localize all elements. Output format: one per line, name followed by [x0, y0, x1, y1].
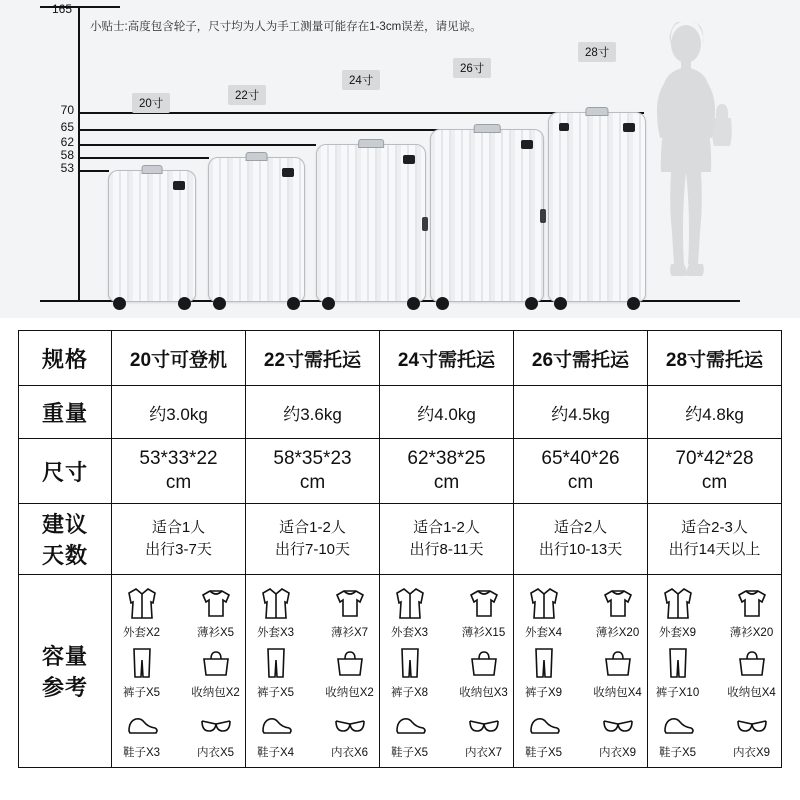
cap-label: 外套X3: [390, 626, 429, 639]
wheel-icon: [436, 297, 449, 310]
suitcase-latch-icon: [623, 123, 635, 132]
underwear-icon: [196, 703, 236, 743]
capacity-26: [514, 575, 648, 768]
days-28-line2: 出行14天以上: [668, 541, 761, 558]
cap-label: 鞋子X5: [390, 746, 429, 759]
size-badge-24: 24寸: [342, 70, 380, 90]
cap-label: 收纳包X4: [593, 686, 642, 699]
measurement-note: 小贴士:高度包含轮子，尺寸均为人为手工测量可能存在1-3cm误差，请见谅。: [90, 21, 482, 33]
suitcase-handle-icon: [474, 124, 501, 133]
tick-line-62: [78, 144, 316, 146]
cap-item: [320, 643, 380, 700]
cap-item: [514, 703, 574, 760]
cap-item: [380, 583, 440, 640]
cap-item: [454, 583, 514, 640]
days-22-line1: 适合1-2人: [279, 518, 346, 536]
cap-label: 内衣X9: [732, 746, 771, 759]
cap-label: 薄衫X20: [729, 626, 774, 639]
wheel-icon: [213, 297, 226, 310]
shoe-icon: [658, 703, 698, 743]
size-badge-28: 28寸: [578, 42, 616, 62]
size-28-line1: 70*42*28: [675, 448, 754, 470]
cap-label: 收纳包X2: [325, 686, 374, 699]
tick-label-58: 58: [60, 148, 74, 162]
row-label-days: [19, 504, 112, 575]
spec-table: [18, 330, 782, 768]
cap-item: [722, 583, 782, 640]
cap-item: [246, 703, 306, 760]
size-24: [380, 439, 514, 504]
underwear-icon: [464, 703, 504, 743]
cap-label: 裤子X5: [256, 686, 295, 699]
days-28: [648, 504, 782, 575]
cap-label: 裤子X10: [655, 686, 700, 699]
suitcase-22inch: [208, 157, 305, 302]
size-26-line2: cm: [567, 472, 594, 493]
axis-label-165: 165: [51, 2, 72, 16]
tshirt-icon: [196, 583, 236, 623]
underwear-icon: [732, 703, 772, 743]
cap-item: [380, 643, 440, 700]
cap-item: [588, 583, 648, 640]
weight-22: 约3.6kg: [246, 386, 380, 439]
size-20: [112, 439, 246, 504]
cap-item: [186, 643, 246, 700]
row-label-days-line2: 天数: [41, 543, 88, 568]
tshirt-icon: [330, 583, 370, 623]
suitcase-28inch: [548, 112, 646, 302]
size-24-line2: cm: [433, 472, 460, 493]
cap-label: 鞋子X4: [256, 746, 295, 759]
size-28: [648, 439, 782, 504]
suitcase-handle-icon: [245, 152, 268, 161]
weight-20: 约3.0kg: [112, 386, 246, 439]
tshirt-icon: [598, 583, 638, 623]
days-20: [112, 504, 246, 575]
size-badge-20: 20寸: [132, 93, 170, 113]
size-badge-26: 26寸: [453, 58, 491, 78]
wheel-icon: [407, 297, 420, 310]
suitcase-latch-icon: [403, 155, 415, 164]
days-26: [514, 504, 648, 575]
row-label-capacity: [19, 575, 112, 768]
pants-icon: [524, 643, 564, 683]
coat-icon: [524, 583, 564, 623]
bag-icon: [330, 643, 370, 683]
size-22-line1: 58*35*23: [273, 448, 352, 470]
cap-label: 裤子X5: [122, 686, 161, 699]
capacity-24: [380, 575, 514, 768]
cap-label: 收纳包X2: [191, 686, 240, 699]
shoe-icon: [256, 703, 296, 743]
table-row-weight: [19, 386, 782, 439]
wheel-icon: [287, 297, 300, 310]
shoe-icon: [524, 703, 564, 743]
cap-item: [648, 643, 708, 700]
cap-label: 薄衫X15: [461, 626, 506, 639]
size-20-line2: cm: [165, 472, 192, 493]
cap-item: [320, 583, 380, 640]
weight-26: 约4.5kg: [514, 386, 648, 439]
row-label-capacity-line1: 容量: [41, 644, 88, 669]
suitcase-20inch: [108, 170, 196, 302]
underwear-icon: [598, 703, 638, 743]
cap-item: [186, 583, 246, 640]
wheel-icon: [113, 297, 126, 310]
cap-label: 裤子X9: [524, 686, 563, 699]
shoe-icon: [122, 703, 162, 743]
cap-label: 外套X9: [658, 626, 697, 639]
cap-item: [454, 643, 514, 700]
cap-label: 薄衫X7: [330, 626, 369, 639]
cap-item: [722, 703, 782, 760]
suitcase-side-lock-icon: [540, 209, 546, 223]
tick-label-53: 53: [60, 161, 74, 175]
cap-label: 内衣X6: [330, 746, 369, 759]
days-24: [380, 504, 514, 575]
table-row-capacity: [19, 575, 782, 768]
size-22-line2: cm: [299, 472, 326, 493]
suitcase-24inch: [316, 144, 426, 302]
cap-label: 内衣X9: [598, 746, 637, 759]
days-22-line2: 出行7-10天: [274, 541, 351, 558]
coat-icon: [658, 583, 698, 623]
size-26-line1: 65*40*26: [541, 448, 620, 470]
cap-item: [648, 583, 708, 640]
cap-item: [246, 583, 306, 640]
row-label-spec: 规格: [19, 331, 112, 386]
shoe-icon: [390, 703, 430, 743]
days-24-line2: 出行8-11天: [409, 541, 484, 558]
wheel-icon: [322, 297, 335, 310]
capacity-22: [246, 575, 380, 768]
pants-icon: [390, 643, 430, 683]
cap-item: [588, 703, 648, 760]
table-row-size: [19, 439, 782, 504]
days-24-line1: 适合1-2人: [413, 518, 480, 536]
bag-icon: [196, 643, 236, 683]
suitcase-handle-icon: [358, 139, 384, 148]
row-label-size: 尺寸: [19, 439, 112, 504]
pants-icon: [122, 643, 162, 683]
pants-icon: [658, 643, 698, 683]
cap-label: 裤子X8: [390, 686, 429, 699]
cap-item: [112, 703, 172, 760]
suitcase-side-lock-icon: [422, 217, 428, 231]
cap-item: [514, 583, 574, 640]
cap-item: [246, 643, 306, 700]
cap-item: [112, 643, 172, 700]
cap-item: [320, 703, 380, 760]
cap-item: [112, 583, 172, 640]
row-label-days-line1: 建议: [41, 512, 88, 537]
size-28-line2: cm: [701, 472, 728, 493]
vertical-axis: [78, 6, 80, 302]
tick-line-53: [78, 170, 109, 172]
woman-silhouette-icon: [638, 22, 748, 300]
row-label-weight: 重量: [19, 386, 112, 439]
size-22: [246, 439, 380, 504]
bag-icon: [598, 643, 638, 683]
cap-label: 外套X3: [256, 626, 295, 639]
suitcase-handle-icon: [142, 165, 163, 174]
row-label-capacity-line2: 参考: [41, 675, 88, 700]
days-28-line1: 适合2-3人: [681, 518, 748, 536]
size-badge-22: 22寸: [228, 85, 266, 105]
weight-28: 约4.8kg: [648, 386, 782, 439]
days-26-line2: 出行10-13天: [538, 541, 623, 558]
tick-line-58: [78, 157, 209, 159]
cap-item: [186, 703, 246, 760]
cap-item: [722, 643, 782, 700]
size-comparison-diagram: [0, 0, 800, 318]
tick-label-62: 62: [60, 135, 74, 149]
spec-20: 20寸可登机: [112, 331, 246, 386]
days-20-line2: 出行3-7天: [145, 541, 212, 558]
cap-label: 收纳包X4: [727, 686, 776, 699]
suitcase-26inch: [430, 129, 544, 302]
spec-22: 22寸需托运: [246, 331, 380, 386]
cap-label: 鞋子X5: [658, 746, 697, 759]
coat-icon: [256, 583, 296, 623]
cap-item: [380, 703, 440, 760]
spec-24: 24寸需托运: [380, 331, 514, 386]
days-20-line1: 适合1人: [151, 518, 206, 536]
size-20-line1: 53*33*22: [139, 448, 218, 470]
cap-label: 鞋子X3: [122, 746, 161, 759]
days-22: [246, 504, 380, 575]
suitcase-latch-icon: [282, 168, 294, 177]
underwear-icon: [330, 703, 370, 743]
spec-28: 28寸需托运: [648, 331, 782, 386]
size-24-line1: 62*38*25: [407, 448, 486, 470]
cap-label: 内衣X5: [196, 746, 235, 759]
cap-label: 外套X2: [122, 626, 161, 639]
cap-label: 薄衫X20: [595, 626, 640, 639]
cap-item: [648, 703, 708, 760]
tick-label-70: 70: [60, 103, 74, 117]
capacity-20: [112, 575, 246, 768]
cap-label: 收纳包X3: [459, 686, 508, 699]
coat-icon: [390, 583, 430, 623]
wheel-icon: [525, 297, 538, 310]
bag-icon: [464, 643, 504, 683]
cap-item: [588, 643, 648, 700]
weight-24: 约4.0kg: [380, 386, 514, 439]
suitcase-latch-icon: [521, 140, 533, 149]
cap-item: [454, 703, 514, 760]
suitcase-handle-icon: [585, 107, 608, 116]
tshirt-icon: [464, 583, 504, 623]
pants-icon: [256, 643, 296, 683]
size-26: [514, 439, 648, 504]
cap-label: 薄衫X5: [196, 626, 235, 639]
cap-label: 鞋子X5: [524, 746, 563, 759]
cap-label: 内衣X7: [464, 746, 503, 759]
coat-icon: [122, 583, 162, 623]
bag-icon: [732, 643, 772, 683]
spec-26: 26寸需托运: [514, 331, 648, 386]
table-row-spec: [19, 331, 782, 386]
tick-label-65: 65: [60, 120, 74, 134]
wheel-icon: [554, 297, 567, 310]
tshirt-icon: [732, 583, 772, 623]
capacity-28: [648, 575, 782, 768]
table-row-days: [19, 504, 782, 575]
suitcase-latch-icon: [173, 181, 185, 190]
days-26-line1: 适合2人: [553, 518, 608, 536]
wheel-icon: [178, 297, 191, 310]
suitcase-latch-icon: [559, 123, 569, 131]
cap-item: [514, 643, 574, 700]
cap-label: 外套X4: [524, 626, 563, 639]
